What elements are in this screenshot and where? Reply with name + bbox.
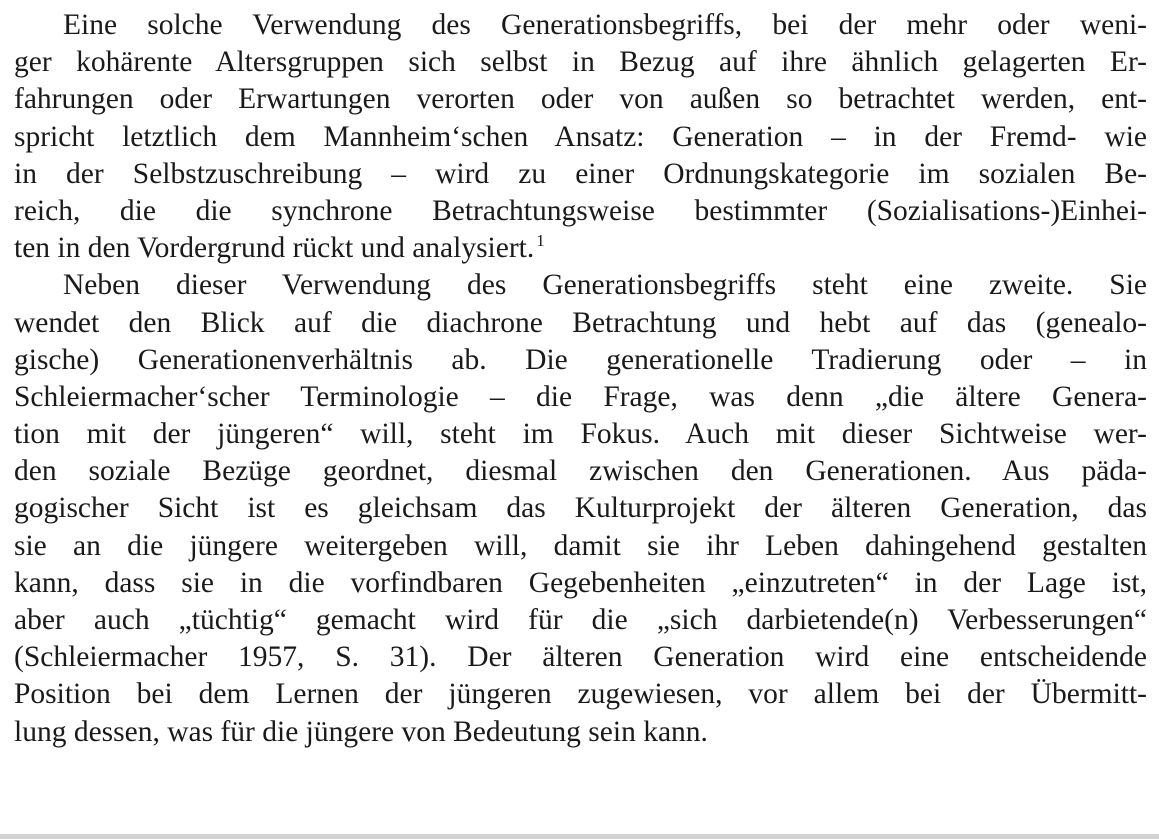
- paragraph-1: [14, 7, 1147, 267]
- text-line: Neben dieser Verwendung des Generationsbegriffs steht eine zweite. Sie: [63, 269, 1147, 302]
- text-line-content: ten in den Vordergrund rückt und analysiert.: [14, 232, 535, 265]
- text-line: sie an die jüngere weitergeben will, damit sie ihr Leben dahingehend gestalten: [14, 529, 1147, 562]
- text-line: aber auch „tüchtig“ gemacht wird für die „sich darbietende(n) Verbesserungen“: [14, 604, 1147, 636]
- text-line: Schleiermacher‘scher Terminologie – die Frage, was denn „die ältere Genera-: [14, 380, 1147, 413]
- text-line: Position bei dem Lernen der jüngeren zugewiesen, vor allem bei der Übermitt-: [14, 678, 1147, 711]
- text-line: den soziale Bezüge geordnet, diesmal zwischen den Generationen. Aus päda-: [14, 455, 1147, 488]
- text-line: reich, die die synchrone Betrachtungsweise bestimmter (Sozialisations-)Einhei-: [14, 194, 1147, 227]
- text-line: tion mit der jüngeren“ will, steht im Fokus. Auch mit dieser Sichtweise wer-: [14, 418, 1147, 451]
- text-line: gische) Generationenverhältnis ab. Die generationelle Tradierung oder – in: [14, 343, 1147, 376]
- footnote-marker[interactable]: 1: [536, 231, 545, 251]
- text-line: lung dessen, was für die jüngere von Bedeutung sein kann.: [14, 715, 708, 748]
- text-line: ger kohärente Altersgruppen sich selbst in Bezug auf ihre ähnlich gelagerten Er-: [14, 46, 1147, 79]
- bottom-scroll-edge: [0, 834, 1159, 839]
- text-line: fahrungen oder Erwartungen verorten oder von außen so betrachtet werden, ent-: [14, 83, 1147, 116]
- text-line: kann, dass sie in die vorfindbaren Gegebenheiten „einzutreten“ in der Lage ist,: [14, 566, 1147, 599]
- text-line: spricht letztlich dem Mannheim‘schen Ansatz: Generation – in der Fremd- wie: [14, 120, 1147, 153]
- document-page: [14, 7, 1147, 751]
- paragraph-2: [14, 267, 1147, 750]
- text-line: Eine solche Verwendung des Generationsbegriffs, bei der mehr oder weni-: [63, 9, 1147, 41]
- text-line: (Schleiermacher 1957, S. 31). Der älteren Generation wird eine entscheidende: [14, 641, 1147, 674]
- text-line: in der Selbstzuschreibung – wird zu einer Ordnungskategorie im sozialen Be-: [14, 157, 1147, 190]
- text-line-last: [14, 230, 1147, 267]
- text-line: wendet den Blick auf die diachrone Betrachtung und hebt auf das (genealo-: [14, 306, 1147, 339]
- text-line: gogischer Sicht ist es gleichsam das Kulturprojekt der älteren Generation, das: [14, 492, 1147, 525]
